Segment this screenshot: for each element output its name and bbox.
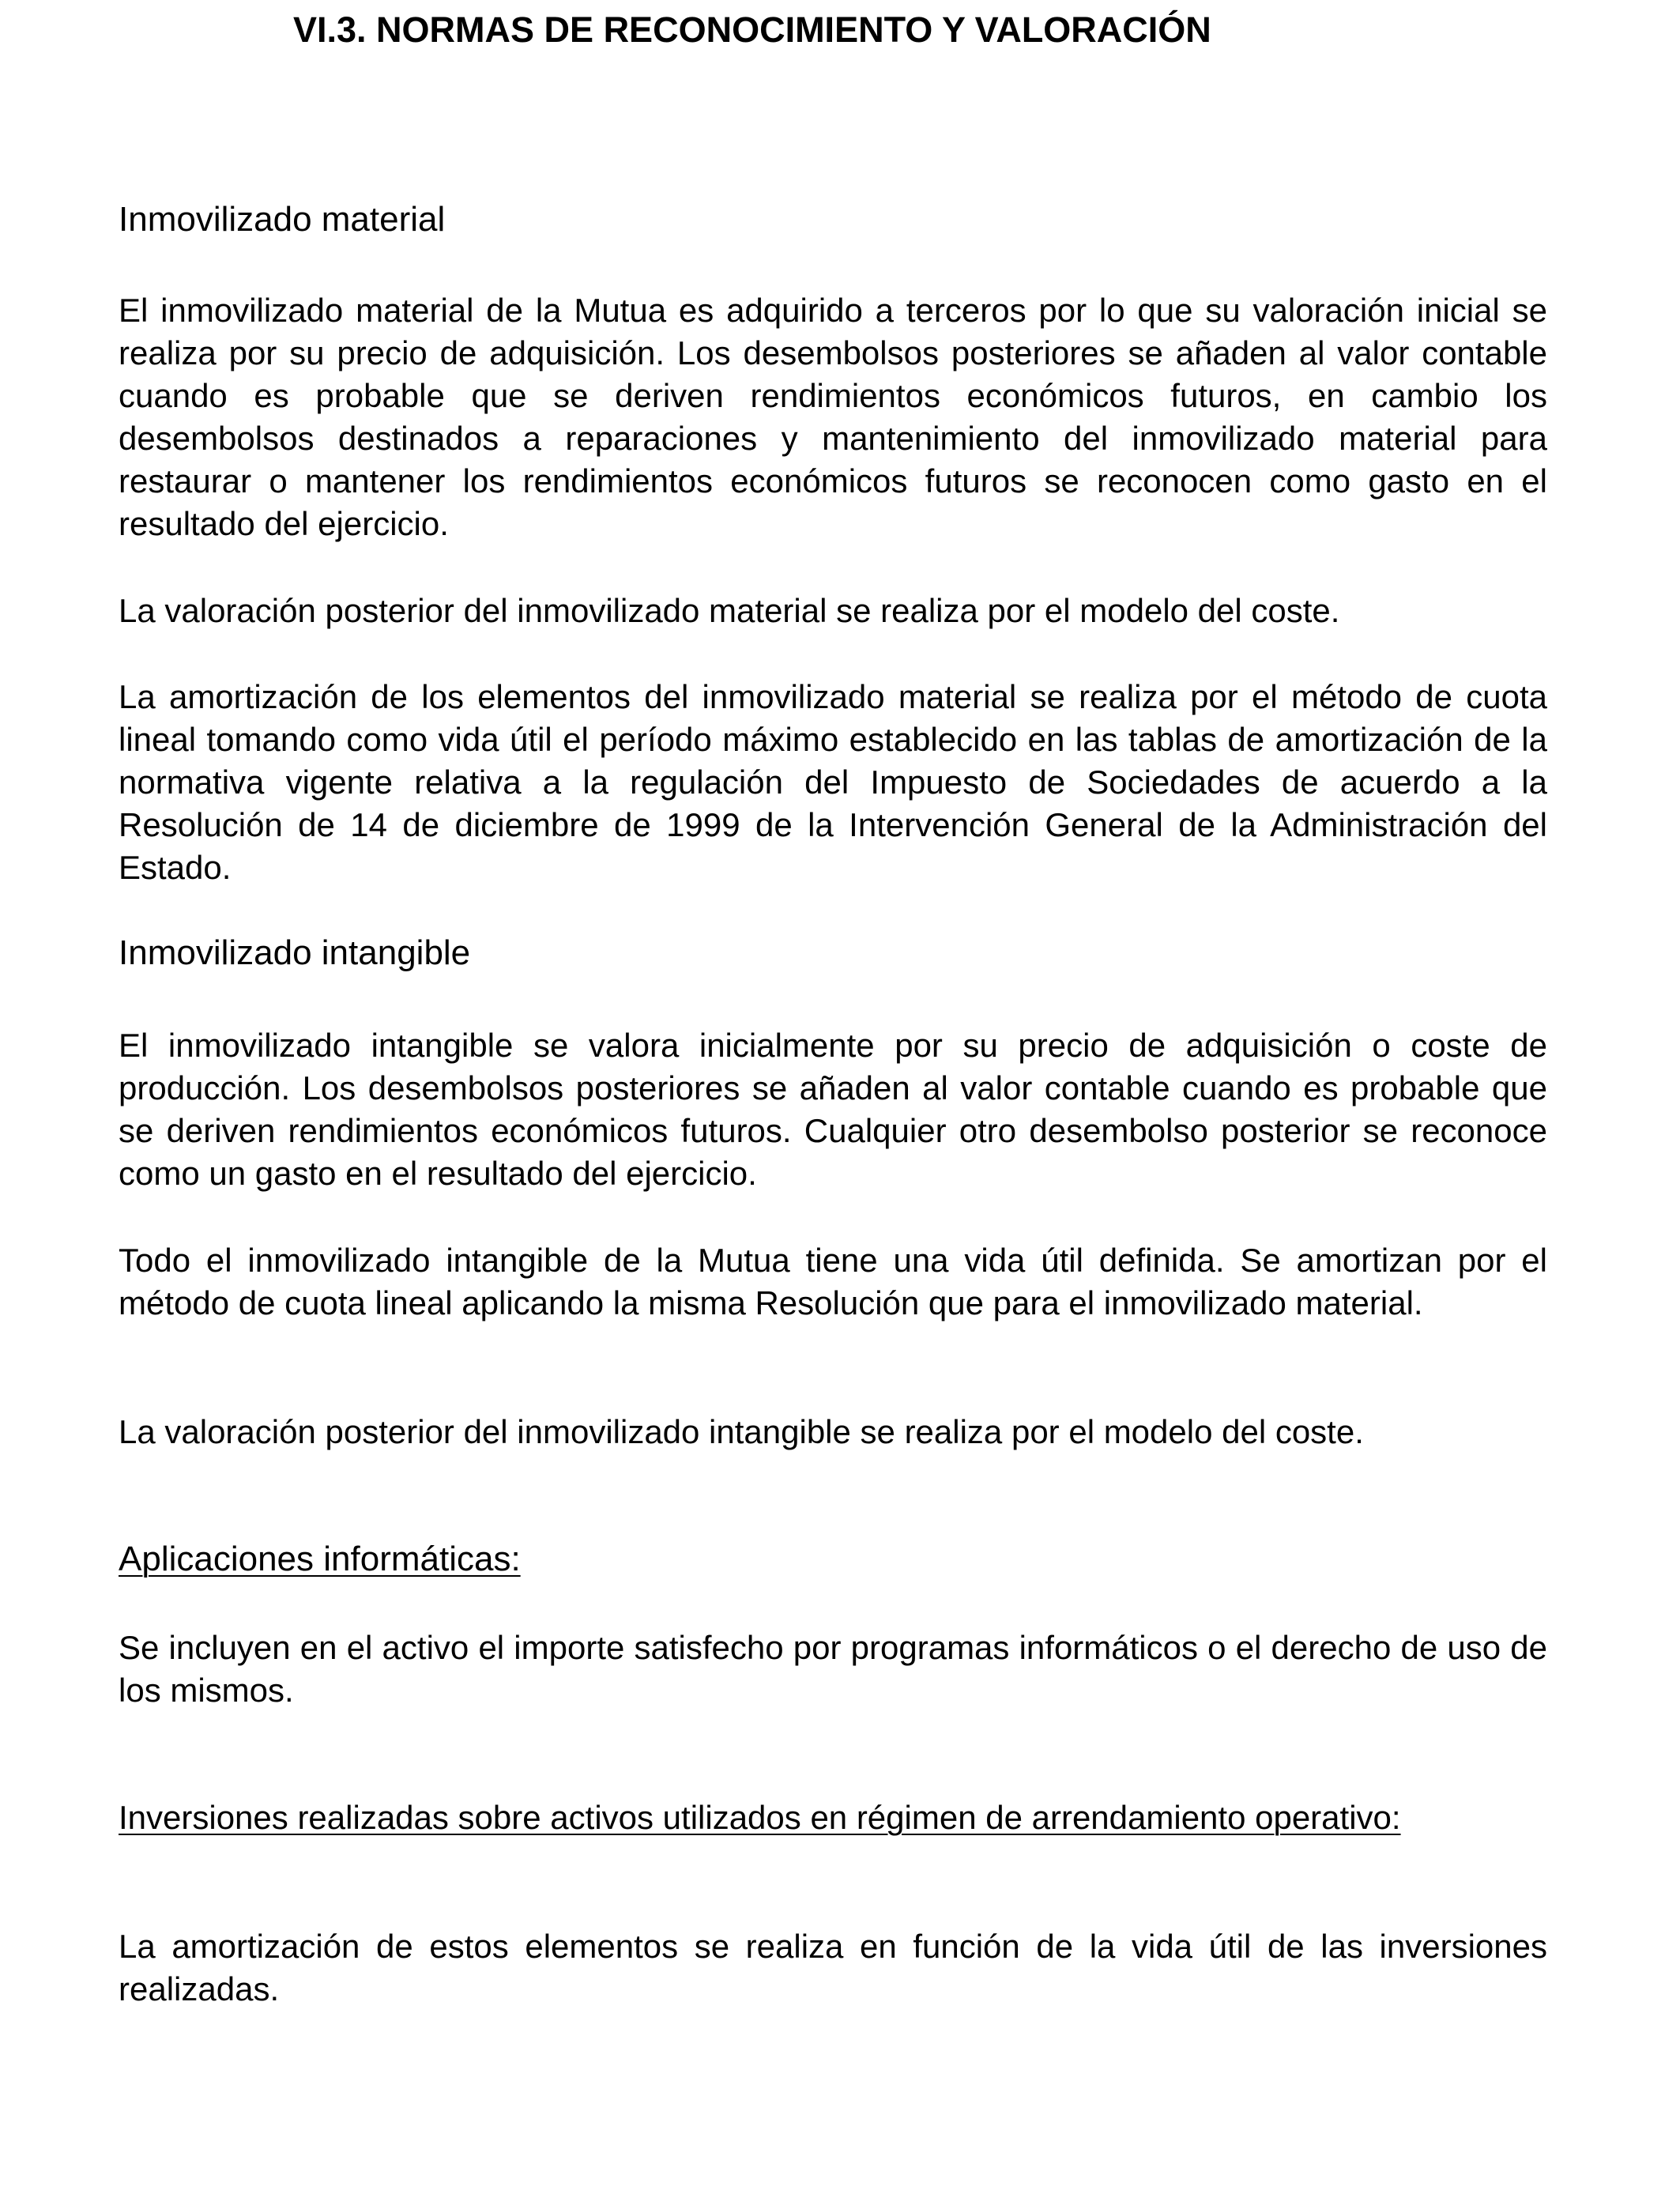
page-title: VI.3. NORMAS DE RECONOCIMIENTO Y VALORACIÓN	[293, 9, 1211, 50]
paragraph-intangible-3: La valoración posterior del inmovilizado intangible se realiza por el modelo del coste.	[119, 1413, 1364, 1450]
section-heading-inmovilizado-intangible: Inmovilizado intangible	[119, 933, 471, 972]
paragraph-aplicaciones: Se incluyen en el activo el importe satisfecho por programas informáticos o el derecho de uso de los mismos.	[119, 1629, 1547, 1709]
paragraph-material-2: La valoración posterior del inmovilizado material se realiza por el modelo del coste.	[119, 592, 1340, 629]
subheading-aplicaciones-informaticas: Aplicaciones informáticas:	[119, 1540, 521, 1578]
paragraph-intangible-1: El inmovilizado intangible se valora inicialmente por su precio de adquisición o coste de producción. Los desembolsos posteriores se añaden al valor contable cuando es probable que se deriven rendimientos económicos futuros. Cualquier otro desembolso posterior se reconoce como un gasto en el resultado del ejercicio.	[119, 1027, 1547, 1192]
paragraph-material-1: El inmovilizado material de la Mutua es adquirido a terceros por lo que su valoración inicial se realiza por su precio de adquisición. Los desembolsos posteriores se añaden al valor contable cuando es probable que se deriven rendimientos económicos futuros, en cambio los desembolsos destinados a reparaciones y mantenimiento del inmovilizado material para restaurar o mantener los rendimientos económicos futuros se reconocen como gasto en el resultado del ejercicio.	[119, 292, 1547, 542]
paragraph-intangible-2: Todo el inmovilizado intangible de la Mutua tiene una vida útil definida. Se amortizan por el método de cuota lineal aplicando la misma Resolución que para el inmovilizado material.	[119, 1242, 1547, 1321]
paragraph-material-3: La amortización de los elementos del inmovilizado material se realiza por el método de cuota lineal tomando como vida útil el período máximo establecido en las tablas de amortización de la normativa vigente relativa a la regulación del Impuesto de Sociedades de acuerdo a la Resolución de 14 de diciembre de 1999 de la Intervención General de la Administración del Estado.	[119, 678, 1547, 886]
paragraph-inversiones: La amortización de estos elementos se realiza en función de la vida útil de las inversiones realizadas.	[119, 1928, 1547, 2007]
subheading-inversiones-arrendamiento: Inversiones realizadas sobre activos utilizados en régimen de arrendamiento operativo:	[119, 1799, 1401, 1836]
section-heading-inmovilizado-material: Inmovilizado material	[119, 200, 446, 239]
